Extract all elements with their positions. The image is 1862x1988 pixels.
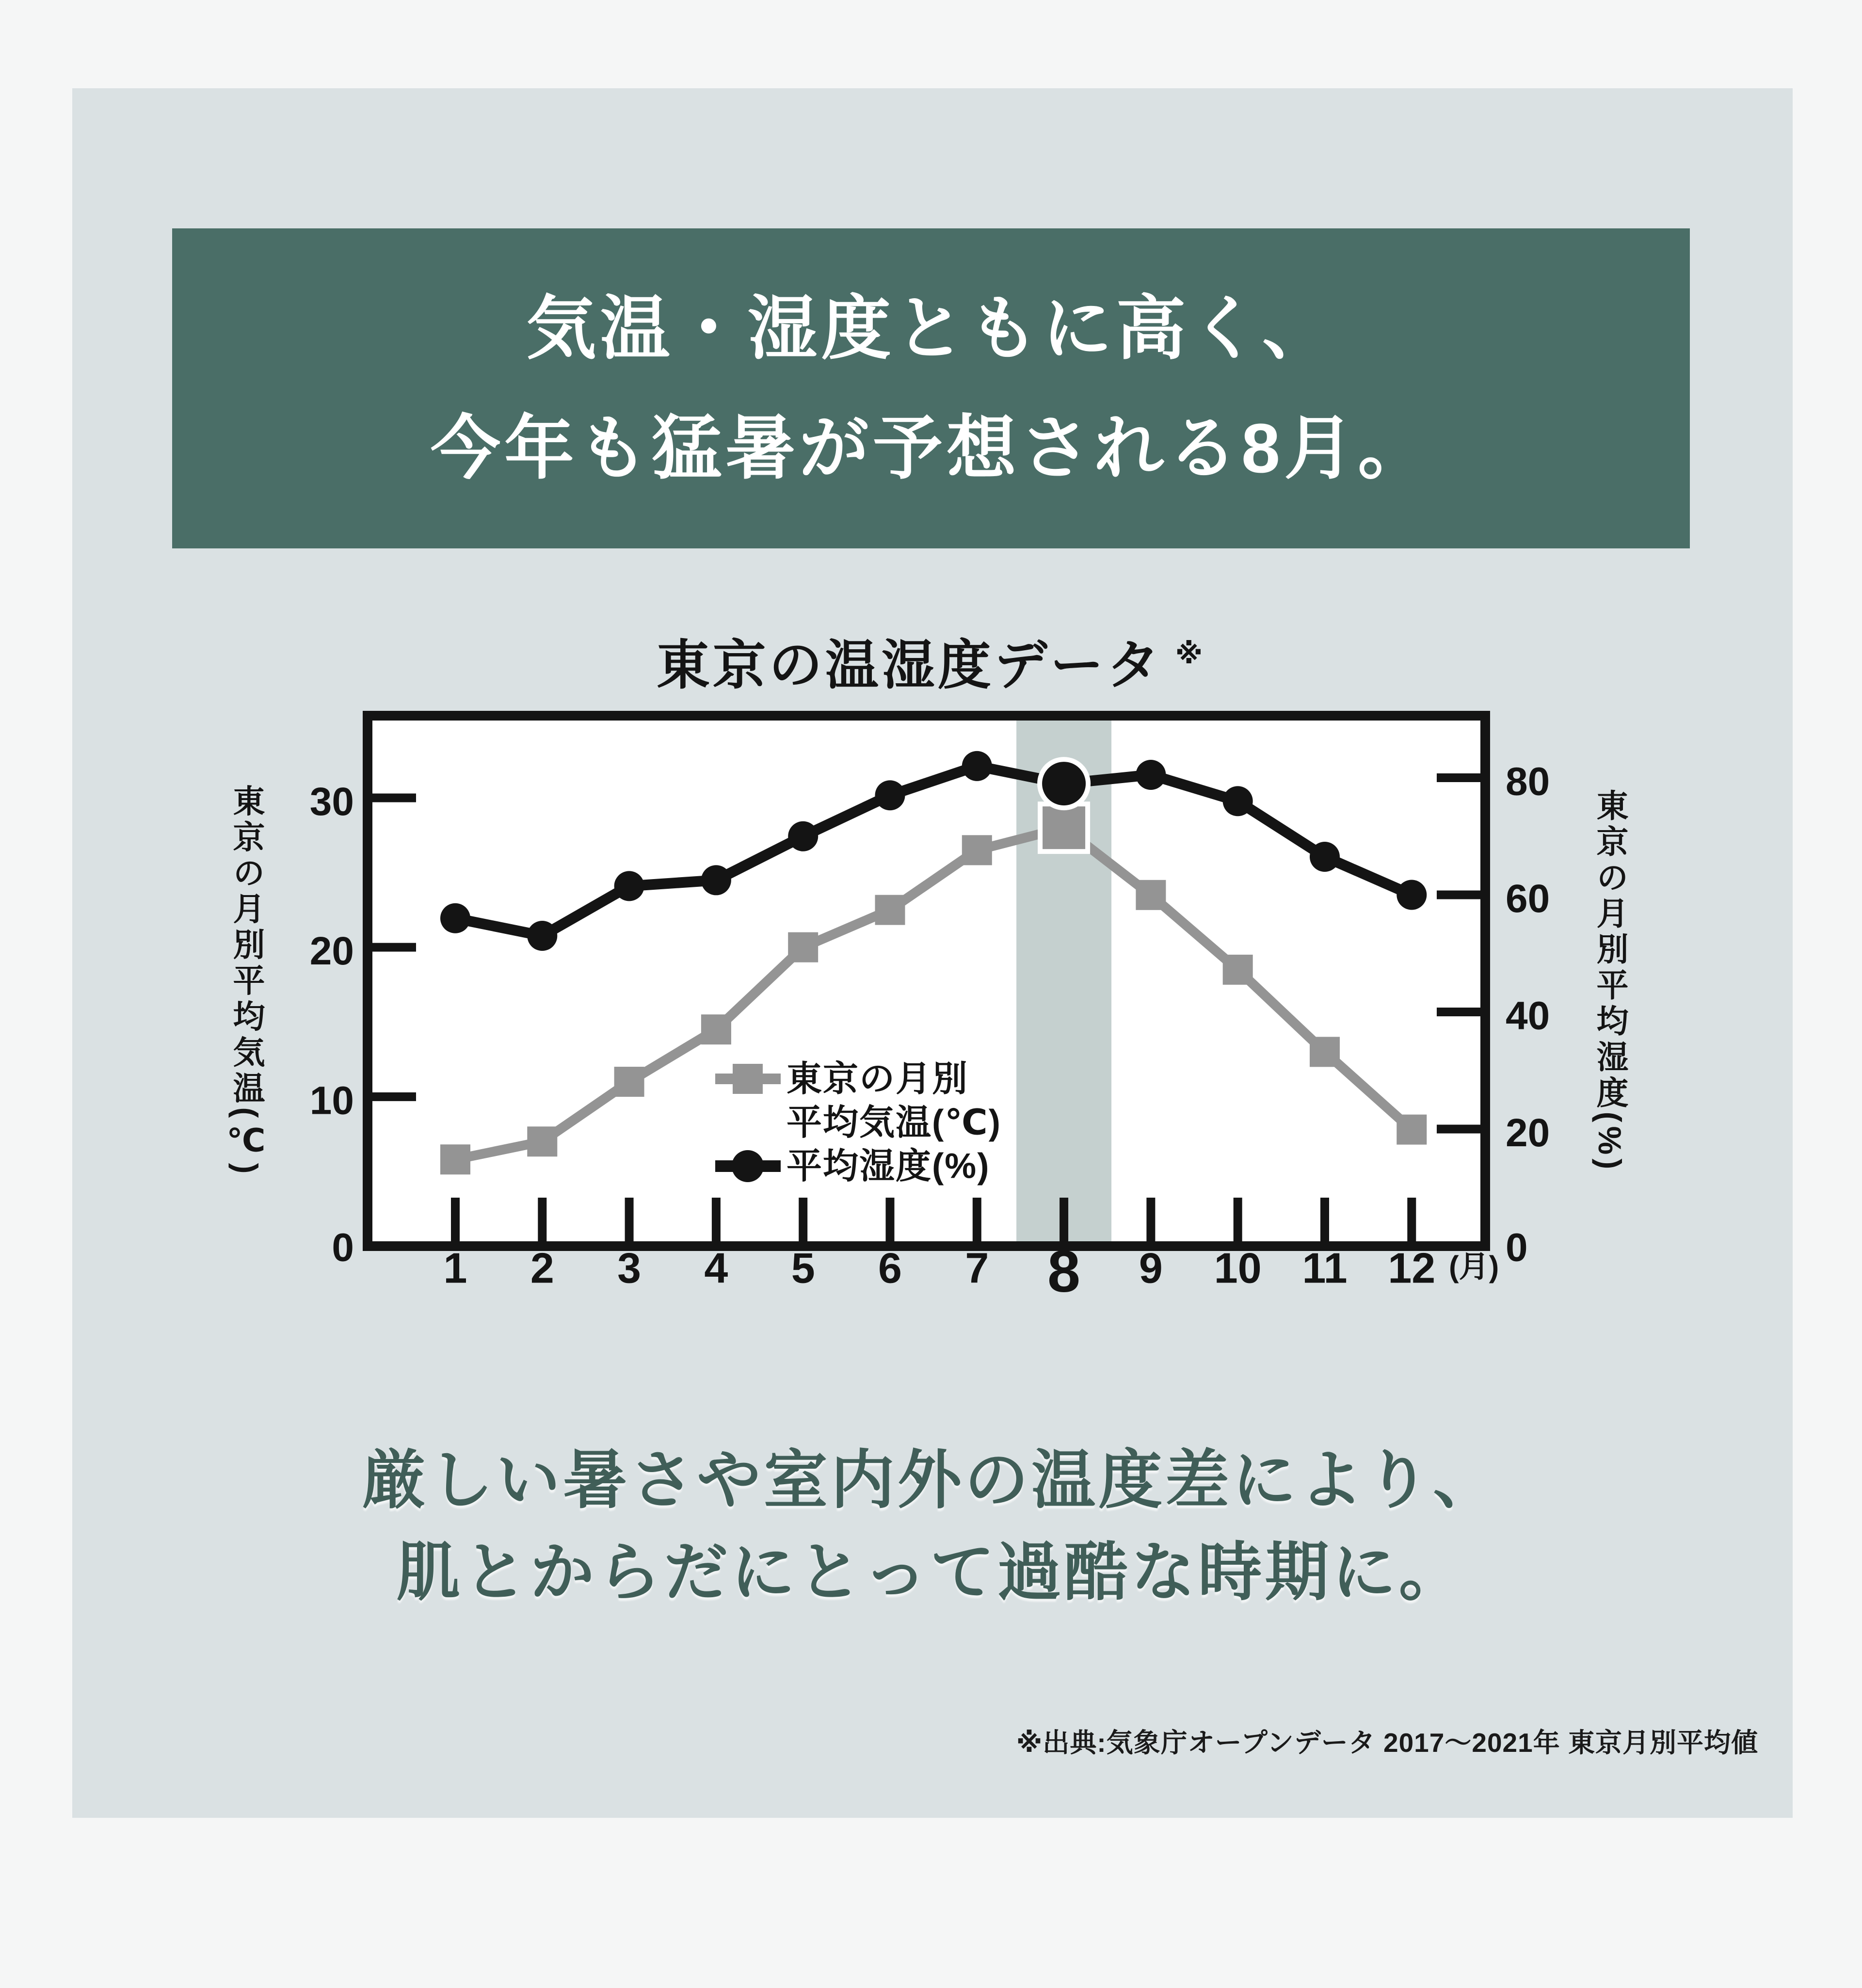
- month-label: 11: [1302, 1244, 1348, 1292]
- legend-temperature-label-2: 平均気温(℃): [787, 1103, 1002, 1142]
- month-label: 12: [1388, 1244, 1436, 1292]
- right-axis-tick-label: 60: [1506, 876, 1550, 921]
- temperature-marker: [1223, 955, 1253, 985]
- temperature-marker: [527, 1126, 557, 1156]
- humidity-marker: [1310, 842, 1340, 872]
- temperature-marker: [788, 932, 818, 962]
- month-label: 3: [617, 1244, 642, 1292]
- humidity-marker: [788, 821, 818, 851]
- humidity-marker: [440, 903, 470, 933]
- message-line-2: 肌とからだにとって過酷な時期に。: [396, 1537, 1466, 1608]
- right-axis-tick-label: 40: [1506, 994, 1550, 1038]
- right-axis-tick-label: 0: [1506, 1225, 1528, 1270]
- month-label: 1: [443, 1244, 467, 1292]
- month-label: 6: [878, 1244, 902, 1292]
- bottom-message: [0, 1434, 1862, 1619]
- temperature-marker: [1310, 1037, 1340, 1067]
- right-axis-tick-label: 20: [1506, 1110, 1550, 1155]
- headline-line-2: 今年も猛暑が予想される8月。: [430, 409, 1432, 487]
- temperature-marker: [875, 895, 905, 925]
- left-axis-tick-label: 20: [309, 929, 354, 974]
- humidity-marker: [1223, 786, 1253, 816]
- legend-temperature-label-1: 東京の月別: [787, 1059, 968, 1099]
- chart-title-text: 東京の温湿度データ: [656, 636, 1163, 695]
- month-label-august: 8: [1047, 1238, 1081, 1304]
- month-label: 7: [965, 1244, 989, 1292]
- humidity-marker: [875, 780, 905, 810]
- humidity-marker: [962, 751, 992, 781]
- temperature-marker: [1396, 1115, 1427, 1145]
- month-label: 5: [791, 1244, 815, 1292]
- left-axis-tick-label: 10: [309, 1078, 354, 1123]
- source-note: ※出典:気象庁オープンデータ 2017〜2021年 東京月別平均値: [1016, 1728, 1758, 1758]
- month-label: 2: [530, 1244, 554, 1292]
- temperature-marker: [440, 1144, 470, 1174]
- reference-mark-icon: ※: [1175, 638, 1206, 670]
- legend-temperature-marker: [733, 1064, 763, 1094]
- month-label: 10: [1214, 1244, 1262, 1292]
- temperature-marker: [1136, 880, 1166, 910]
- legend-humidity-label: 平均湿度(%): [787, 1146, 990, 1186]
- left-axis-title: 東京の月別平均気温(℃): [228, 784, 264, 1178]
- message-line-1: 厳しい暑さや室内外の温度差により、: [362, 1444, 1500, 1516]
- right-axis-tick-label: 80: [1506, 759, 1550, 804]
- humidity-marker: [1396, 880, 1427, 910]
- headline-line-1: 気温・湿度ともに高く、: [526, 289, 1336, 368]
- temperature-marker: [614, 1067, 644, 1097]
- left-axis-tick-label: 30: [309, 779, 354, 824]
- temperature-marker: [962, 835, 992, 865]
- humidity-marker-august: [1040, 759, 1088, 808]
- climate-line-chart: [145, 679, 1717, 1348]
- month-unit-label: (月): [1449, 1250, 1499, 1284]
- headline-banner: [172, 228, 1690, 548]
- humidity-marker: [614, 871, 644, 901]
- temperature-marker: [701, 1014, 731, 1044]
- month-label: 4: [704, 1244, 728, 1292]
- tokyo-climate-chart: [145, 679, 1717, 1348]
- right-axis-title: 東京の月別平均湿度(%): [1592, 788, 1628, 1173]
- humidity-marker: [1136, 760, 1166, 790]
- legend-humidity-marker: [732, 1150, 764, 1182]
- left-axis-tick-label: 0: [332, 1225, 354, 1270]
- temperature-marker-august: [1040, 804, 1088, 851]
- humidity-marker: [701, 865, 731, 895]
- humidity-marker: [527, 921, 557, 951]
- month-label: 9: [1139, 1244, 1163, 1292]
